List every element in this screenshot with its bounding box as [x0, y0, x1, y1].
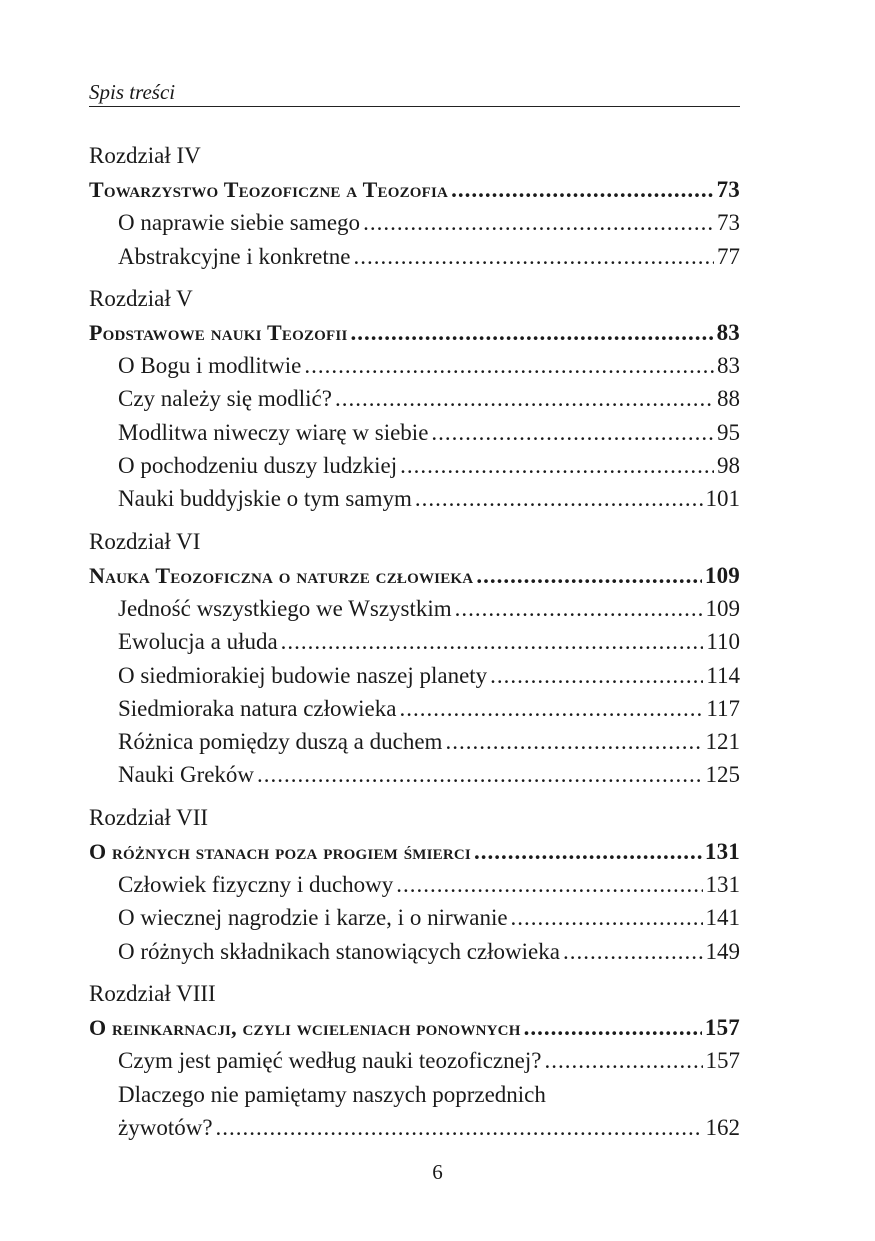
section-entry[interactable]	[89, 482, 740, 515]
section-entry-first-line[interactable]	[89, 1078, 740, 1111]
chapter-title-entry[interactable]	[89, 1011, 740, 1044]
leader-dots	[353, 240, 714, 273]
section-entry[interactable]	[89, 206, 740, 239]
leader-dots	[544, 1044, 702, 1077]
page-number: 117	[706, 695, 740, 721]
section-entry[interactable]	[89, 1044, 740, 1077]
section-entry[interactable]	[89, 625, 740, 658]
section-entry[interactable]	[89, 868, 740, 901]
running-head: Spis treści	[89, 78, 740, 107]
page-number: 125	[705, 762, 740, 788]
chapter-title: Nauka Teozoficzna o naturze człowieka	[89, 562, 474, 588]
section-entry[interactable]	[89, 901, 740, 934]
leader-dots	[451, 173, 714, 206]
leader-dots	[363, 206, 714, 239]
leader-dots	[304, 349, 714, 382]
leader-dots	[350, 316, 713, 349]
page-number: 73	[716, 177, 740, 202]
section-entry[interactable]	[89, 449, 740, 482]
leader-dots	[216, 1111, 703, 1144]
chapter-title: Podstawowe nauki Teozofii	[89, 319, 348, 345]
section-title: Różnica pomiędzy duszą a duchem	[118, 729, 443, 755]
chapter-title-entry[interactable]	[89, 559, 740, 592]
leader-dots	[431, 416, 714, 449]
leader-dots	[281, 625, 704, 658]
page-number: 109	[705, 595, 740, 621]
section-title: Czym jest pamięć według nauki teozoficznej?	[118, 1048, 542, 1074]
chapter-label: Rozdział IV	[89, 143, 201, 168]
leader-dots	[476, 559, 702, 592]
chapter-label: Rozdział VII	[89, 804, 209, 830]
leader-dots	[511, 901, 703, 934]
section-entry[interactable]	[89, 692, 740, 725]
section-entry[interactable]	[89, 240, 740, 273]
chapter-title-entry[interactable]	[89, 316, 740, 349]
page-number: 162	[705, 1114, 740, 1140]
page-number: 88	[717, 386, 740, 412]
chapter-title: O reinkarnacji, czyli wcieleniach ponownych	[89, 1014, 521, 1040]
section-title: O pochodzeniu duszy ludzkiej	[118, 453, 398, 479]
section-title: Nauki Greków	[118, 762, 255, 788]
page-number: 141	[705, 905, 740, 931]
page-number: 77	[717, 243, 740, 269]
page-number: 101	[705, 486, 740, 512]
section-entry[interactable]	[89, 592, 740, 625]
leader-dots	[396, 868, 702, 901]
leader-dots	[335, 382, 714, 415]
section-title: Siedmioraka natura człowieka	[118, 695, 397, 721]
leader-dots	[455, 592, 703, 625]
page-number: 110	[706, 629, 740, 655]
page-number: 157	[705, 1048, 740, 1074]
page-number: 83	[717, 353, 740, 379]
page-number: 73	[717, 210, 740, 236]
section-entry[interactable]	[89, 758, 740, 791]
section-title: Człowiek fizyczny i duchowy	[118, 872, 394, 898]
section-entry[interactable]	[89, 416, 740, 449]
page-number: 131	[705, 872, 740, 898]
section-title: Czy należy się modlić?	[118, 386, 332, 412]
leader-dots	[400, 449, 714, 482]
section-entry[interactable]	[89, 382, 740, 415]
section-title: Abstrakcyjne i konkretne	[118, 243, 351, 269]
table-of-contents	[89, 139, 740, 1144]
section-title: żywotów?	[118, 1114, 213, 1140]
section-title: O wiecznej nagrodzie i karze, i o nirwanie	[118, 905, 508, 931]
leader-dots	[563, 935, 703, 968]
page-number: 114	[706, 662, 740, 688]
page-number: 98	[717, 453, 740, 479]
chapter-label: Rozdział VIII	[89, 980, 216, 1006]
folio-page-number: 6	[432, 1160, 443, 1184]
leader-dots	[415, 482, 703, 515]
section-entry[interactable]	[89, 659, 740, 692]
leader-dots	[257, 758, 702, 791]
section-entry[interactable]	[89, 935, 740, 968]
section-entry[interactable]	[89, 349, 740, 382]
chapter-label: Rozdział VI	[89, 528, 201, 554]
leader-dots	[474, 835, 702, 868]
leader-dots	[524, 1011, 702, 1044]
section-title: Jedność wszystkiego we Wszystkim	[118, 595, 452, 621]
section-title: O naprawie siebie samego	[118, 210, 361, 236]
leader-dots	[490, 659, 703, 692]
page-number: 83	[716, 319, 740, 345]
section-entry-continuation[interactable]	[89, 1111, 740, 1144]
chapter-title: Towarzystwo Teozoficzne a Teozofia	[89, 177, 449, 202]
section-title: Ewolucja a ułuda	[118, 629, 278, 655]
section-title: Dlaczego nie pamiętamy naszych poprzednich	[118, 1081, 546, 1107]
page-number: 131	[704, 838, 740, 864]
section-title: Nauki buddyjskie o tym samym	[118, 486, 412, 512]
chapter-title-entry[interactable]	[89, 173, 740, 206]
page-number: 149	[705, 938, 740, 964]
section-title: Modlitwa niweczy wiarę w siebie	[118, 419, 429, 445]
page-number: 121	[705, 729, 740, 755]
chapter-title-entry[interactable]	[89, 835, 740, 868]
section-entry[interactable]	[89, 725, 740, 758]
section-title: O siedmiorakiej budowie naszej planety	[118, 662, 488, 688]
section-title: O różnych składnikach stanowiących człowieka	[118, 938, 560, 964]
section-title: O Bogu i modlitwie	[118, 353, 302, 379]
leader-dots	[399, 692, 703, 725]
chapter-label: Rozdział V	[89, 285, 193, 311]
page-number: 95	[717, 419, 740, 445]
page-number: 109	[704, 562, 740, 588]
leader-dots	[445, 725, 702, 758]
page-number: 157	[704, 1014, 740, 1040]
chapter-title: O różnych stanach poza progiem śmierci	[89, 838, 471, 864]
